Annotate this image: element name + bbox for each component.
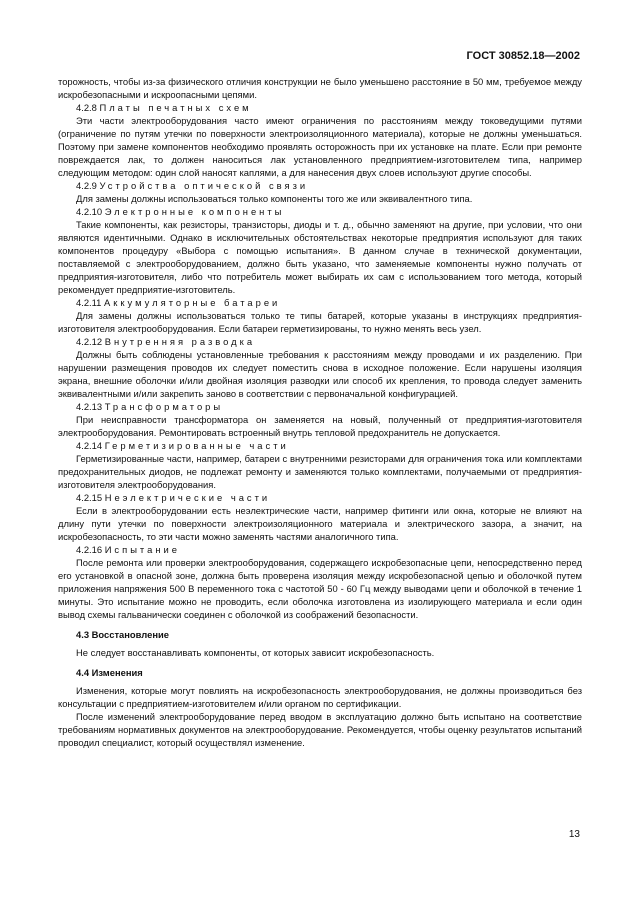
- section-title: Герметизированные части: [104, 440, 289, 451]
- section-4-4-paragraph-2: После изменений электрооборудование перед вводом в эксплуатацию должно быть испытано на соответствие требованиям нормативных документов на электрооборудование. Рекомендуется, чтобы оценку результатов испытаний проводил специалист, который осуществлял изменение.: [58, 711, 582, 748]
- section-4-2-13-text: При неисправности трансформатора он заменяется на новый, полученный от предприятия-изготовителя электрооборудования. Ремонтировать встроенный внутрь тепловой предохранитель не допускается.: [58, 414, 582, 438]
- section-4-2-8-heading: [58, 101, 582, 114]
- section-4-2-15-heading: [58, 491, 582, 504]
- document-body: [58, 75, 582, 749]
- section-4-2-10-text: Такие компоненты, как резисторы, транзисторы, диоды и т. д., обычно заменяют на другие, при условии, что они являются идентичными. Однако в исключительных обстоятельствах некоторые предприятия используют для таких компонентов процедуру «Выбора с помощью испытания». В данном случае в технической документации, поставляемой с электрооборудованием, должно быть указано, что заменяемые компоненты нужно получать от предприятия-изготовителя, либо что потребитель может выбирать их сам с использованием того метода, который рекомендует предприятие-изготовитель.: [58, 219, 582, 295]
- section-number: 4.2.15: [76, 492, 103, 503]
- section-4-2-11-text: Для замены должны использоваться только те типы батарей, которые указаны в инструкциях предприятия-изготовителя электрооборудования. Если батареи герметизированы, то нужно менять весь узел.: [58, 310, 582, 334]
- section-4-2-16-text: После ремонта или проверки электрооборудования, содержащего искробезопасные цепи, непосредственно перед его установкой в опасной зоне, должна быть проверена изоляция между искробезопасной цепью и оболочкой путем приложения напряжения 500 В переменного тока с частотой 50 - 60 Гц между выводами цепи и оболочкой в течение 1 минуты. Это испытание можно не проводить, если оболочка изготовлена из изолирующего материала и если один вывод схемы гальванически соединен с оболочкой из соображений безопасности.: [58, 557, 582, 620]
- section-4-3-heading: 4.3 Восстановление: [76, 629, 169, 640]
- section-number: 4.2.11: [76, 297, 102, 308]
- page-number: 13: [568, 829, 580, 840]
- section-4-4-heading: 4.4 Изменения: [76, 667, 143, 678]
- section-number: 4.2.10: [76, 206, 103, 217]
- section-title: Испытание: [104, 544, 180, 555]
- section-4-3-text: Не следует восстанавливать компоненты, от которых зависит искробезопасность.: [76, 647, 435, 658]
- section-4-2-12-heading: [58, 335, 582, 348]
- section-title: Внутренняя разводка: [104, 336, 256, 347]
- section-4-2-13-heading: [58, 400, 582, 413]
- section-4-2-16-heading: [58, 543, 582, 556]
- section-4-2-9-heading: [58, 179, 582, 192]
- section-4-2-12-text: Должны быть соблюдены установленные требования к расстояниям между проводами и их разделению. При нарушении размещения проводов их следует поместить снова в исходное положение. Если нарушены изоляция экрана, внешние оболочки и/или двойная изоляция разводки или способ их крепления, то провода следует заменить эквивалентными и/или закрепить заново в соответствии с первоначальной конфигурацией.: [58, 349, 582, 399]
- section-title: Неэлектрические части: [104, 492, 271, 503]
- section-number: 4.2.13: [76, 401, 103, 412]
- section-number: 4.2.12: [76, 336, 103, 347]
- section-number: 4.2.8: [76, 102, 97, 113]
- section-4-2-9-text: Для замены должны использоваться только компоненты того же или эквивалентного типа.: [76, 193, 473, 204]
- section-number: 4.2.14: [76, 440, 103, 451]
- section-4-2-8-text: Эти части электрооборудования часто имеют ограничения по расстояниям между токоведущими путями (ограничение по путям утечки по поверхности электроизоляционного материала), которые не должны уменьшаться. Поэтому при замене компонентов необходимо проявлять осторожность при их установке на плате. Если при ремонте повреждается лак, то должен наноситься лак установленного предприятием-изготовителем типа, например следующим методом: один слой наносят каплями, а для нанесения двух слоев используют другие способы.: [58, 115, 582, 178]
- intro-paragraph: торожность, чтобы из-за физического отличия конструкции не было уменьшено расстояние в 50 мм, требуемое между искробезопасными и искроопасными цепями.: [58, 76, 582, 100]
- section-title: Трансформаторы: [104, 401, 224, 412]
- section-title: Платы печатных схем: [99, 102, 252, 113]
- section-title: Электронные компоненты: [104, 206, 285, 217]
- section-4-2-14-text: Герметизированные части, например, батареи с внутренними резисторами для ограничения тока или комплектами предохранительных диодов, не подлежат ремонту и заменяются только комплектами, получаемыми от предприятия-изготовителя электрооборудования.: [58, 453, 582, 490]
- section-4-2-15-text: Если в электрооборудовании есть неэлектрические части, например фитинги или окна, которые не влияют на длину пути утечки по поверхности электроизоляционного материала и электрического зазора, а значит, на искробезопасность, то эти части можно заменять частями аналогичного типа.: [58, 505, 582, 542]
- section-4-2-11-heading: [58, 296, 582, 309]
- section-4-2-10-heading: [58, 205, 582, 218]
- section-title: Устройства оптической связи: [99, 180, 309, 191]
- page-header: ГОСТ 30852.18—2002: [466, 50, 580, 62]
- section-number: 4.2.16: [76, 544, 103, 555]
- section-4-4-paragraph-1: Изменения, которые могут повлиять на искробезопасность электрооборудования, не должны производиться без консультации с предприятием-изготовителем и/или органом по сертификации.: [58, 685, 582, 709]
- section-title: Аккумуляторные батареи: [103, 297, 281, 308]
- section-4-2-14-heading: [58, 439, 582, 452]
- section-number: 4.2.9: [76, 180, 97, 191]
